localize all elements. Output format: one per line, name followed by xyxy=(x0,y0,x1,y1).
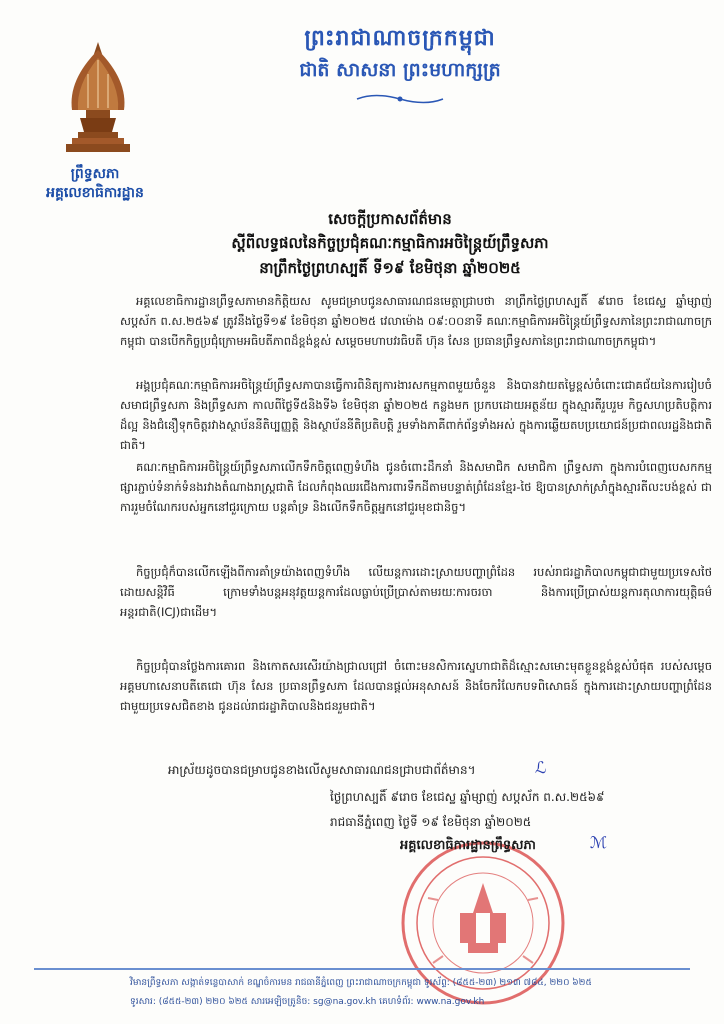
document-subject: ស្តីពីលទ្ធផលនៃកិច្ចប្រជុំគណៈកម្មាធិការអចិន្ត្រៃយ៍ព្រឹទ្ធសភា xyxy=(231,234,549,252)
body-paragraph: កិច្ចប្រជុំបានថ្លែងការគោរព និងកោតសរសើរយ៉ាងជ្រាលជ្រៅ ចំពោះមនសិការស្នេហាជាតិដ៏ស្មោះសមោះមុតខ្លួនខ្ពង់ខ្ពស់បំផុត របស់សម្តេចអគ្គមហាសេនាបតីតេជោ ហ៊ុន សែន ប្រធានព្រឹទ្ធសភា ដែលបានផ្តល់អនុសាសន៍ និងចែករំលែកបទពិសោធន៍ ក្នុងការដោះស្រាយបញ្ហាព្រំដែនជាមួយប្រទេសជិតខាង ជូនដល់រាជរដ្ឋាភិបាលនិងជនរួមជាតិ។ xyxy=(120,659,712,713)
footer-contact: ទូរសារ: (៨៥៥-២៣) ២២០ ៦២៥ សារអេឡិចត្រូនិច: sg@na.gov.kh គេហទំព័រ: www.na.gov.kh xyxy=(130,997,485,1007)
lunar-date: ថ្ងៃព្រហស្បតិ៍ ៩រោច ខែជេស្ឋ ឆ្នាំម្សាញ់ សប្តស័ក ព.ស.២៥៦៩ xyxy=(330,790,605,804)
solar-date: រាជធានីភ្នំពេញ ថ្ងៃទី ១៩ ខែមិថុនា ឆ្នាំ២០២៥ xyxy=(330,815,532,829)
handwritten-initial-icon: ℒ xyxy=(535,758,547,777)
body-paragraph: គណៈកម្មាធិការអចិន្ត្រៃយ៍ព្រឹទ្ធសភាលើកទឹកចិត្តពេញទំហឹង ជូនចំពោះដឹកនាំ និងសមាជិក សមាជិកា ព្រឹទ្ធសភា ក្នុងការបំពេញបេសកកម្ម ផ្សារភ្ជាប់ទំនាក់ទំនងរវាងតំណាងរាស្ត្រជាតិ ដែលកំពុងឈរជើងការពារទឹកដីតាមបន្ទាត់ព្រំដែនខ្មែរ-ថៃ ឱ្យបានស្រាក់ស្រាំក្នុងស្មារតីលះបង់ខ្ពស់ ជាការរួមចំណែករបស់អ្នកនៅជួរក្រោយ បន្តគាំទ្រ និងលើកទឹកចិត្តអ្នកនៅជួរមុខជានិច្ច។ xyxy=(120,460,712,514)
senate-emblem-icon xyxy=(58,40,138,158)
footer-divider xyxy=(34,968,690,970)
department-name: អគ្គលេខាធិការដ្ឋាន xyxy=(46,185,144,201)
institution-name: ព្រឹទ្ធសភា xyxy=(70,166,120,182)
national-motto: ជាតិ សាសនា ព្រះមហាក្សត្រ xyxy=(299,59,501,81)
signatory: អគ្គលេខាធិការដ្ឋានព្រឹទ្ធសភា xyxy=(400,838,536,853)
document-date-heading: នាព្រឹកថ្ងៃព្រហស្បតិ៍ ទី១៩ ខែមិថុនា ឆ្នាំ២០២៥ xyxy=(259,259,521,277)
body-paragraph: អគ្គលេខាធិការដ្ឋានព្រឹទ្ធសភាមានកិត្តិយស សូមជម្រាបជូនសាធារណជនមេត្តាជ្រាបថា នាព្រឹកថ្ងៃព្រហស្បតិ៍ ៩រោច ខែជេស្ឋ ឆ្នាំម្សាញ់ សប្តស័ក ព.ស.២៥៦៩ ត្រូវនឹងថ្ងៃទី១៩ ខែមិថុនា ឆ្នាំ២០២៥ វេលាម៉ោង ០៩:០០នាទី គណៈកម្មាធិការអចិន្ត្រៃយ៍ព្រឹទ្ធសភានៃព្រះរាជាណាចក្រកម្ពុជា បានបើកកិច្ចប្រជុំក្រោមអធិបតីភាពដ៏ខ្ពង់ខ្ពស់ សម្តេចមហាបវរធិបតី ហ៊ុន សែន ប្រធានព្រឹទ្ធសភានៃព្រះរាជាណាចក្រកម្ពុជា។ xyxy=(120,294,712,348)
closing-statement: អាស្រ័យដូចបានជម្រាបជូនខាងលើសូមសាធារណជនជ្រាបជាព័ត៌មាន។ xyxy=(168,763,476,777)
kingdom-heading: ព្រះរាជាណាចក្រកម្ពុជា xyxy=(304,26,496,51)
document-title: សេចក្តីប្រកាសព័ត៌មាន xyxy=(328,210,452,228)
handwritten-signature-icon: ℳ xyxy=(590,833,608,852)
body-paragraph: កិច្ចប្រជុំក៏បានលើកឡើងពីការគាំទ្រយ៉ាងពេញទំហឹង លើយន្តការដោះស្រាយបញ្ហាព្រំដែន របស់រាជរដ្ឋាភិបាលកម្ពុជាជាមួយប្រទេសថៃ ដោយសន្តិវិធី ក្រោមទាំងបន្តអនុវត្តយន្តការដែលធ្លាប់ប្រើប្រាស់តាមរយៈការចរចា និងការប្រើប្រាស់យន្តការតុលាការយុត្តិធម៌អន្តរជាតិ(ICJ)ជាដើម។ xyxy=(120,565,712,619)
footer-address: វិមានព្រឹទ្ធសភា សង្កាត់ទន្លេបាសាក់ ខណ្ឌចំការមន រាជធានីភ្នំពេញ ព្រះរាជាណាចក្រកម្ពុជា ទូរស័ព្ទ: (៨៥៥-២៣) ២១៣ ៧៨៤, ២២០ ៦២៥ xyxy=(130,978,592,988)
body-paragraph: អង្គប្រជុំគណៈកម្មាធិការអចិន្ត្រៃយ៍ព្រឹទ្ធសភាបានធ្វើការពិនិត្យការងារសកម្មភាពមួយចំនួន និងបានវាយតម្លៃខ្ពស់ចំពោះជោគជ័យនៃការរៀបចំសមាជព្រឹទ្ធសភា និងព្រឹទ្ធសភា កាលពីថ្ងៃទី៥និងទី៦ ខែមិថុនា ឆ្នាំ២០២៥ កន្លងមក ប្រកបដោយអត្ថន័យ ក្នុងស្មារតីរួបរួម កិច្ចសហប្រតិបត្តិការដ៏ល្អ និងជំនឿទុកចិត្តរវាងស្ថាប័ននីតិប្បញ្ញត្តិ និងស្ថាប័ននីតិប្រតិបត្តិ រួមទាំងភាគីពាក់ព័ន្ធទាំងអស់ ក្នុងការឆ្លើយតបប្រយោជន៍ប្រជាពលរដ្ឋនិងជាតិជាតិ។ xyxy=(120,378,712,452)
ornament-divider-icon xyxy=(355,92,445,106)
